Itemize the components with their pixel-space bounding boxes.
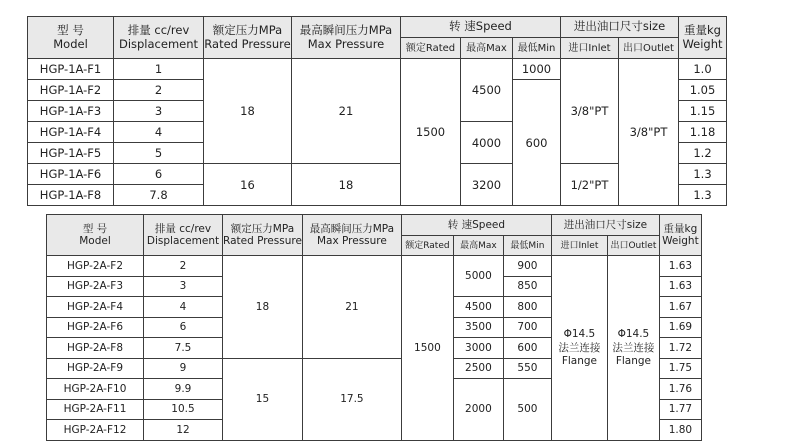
max-pressure-cell: 18 [292, 164, 401, 206]
model-cell: HGP-1A-F1 [28, 59, 114, 80]
displacement-cell: 3 [114, 101, 204, 122]
spec-table-hgp-1a [27, 16, 727, 206]
model-cell: HGP-2A-F12 [47, 420, 144, 441]
weight-cell: 1.63 [659, 276, 701, 297]
header-speed-min: 最低Min [503, 235, 551, 256]
displacement-cell: 2 [144, 256, 223, 277]
speed-max-cell: 4500 [461, 59, 513, 122]
inlet-cell: 3/8"PT [561, 59, 619, 164]
header-max-pressure: 最高瞬间压力MPa Max Pressure [292, 17, 401, 59]
speed-min-cell: 500 [503, 379, 551, 441]
header-weight: 重量kg Weight [679, 17, 727, 59]
weight-cell: 1.3 [679, 185, 727, 206]
weight-cell: 1.2 [679, 143, 727, 164]
weight-cell: 1.67 [659, 297, 701, 318]
header-inlet: 进口Inlet [551, 235, 607, 256]
displacement-cell: 6 [144, 317, 223, 338]
max-pressure-cell: 21 [302, 256, 401, 359]
weight-cell: 1.3 [679, 164, 727, 185]
max-pressure-cell: 17.5 [302, 358, 401, 440]
outlet-cell: Φ14.5 法兰连接 Flange [607, 256, 659, 441]
header-speed-rated: 额定Rated [401, 38, 461, 59]
weight-cell: 1.72 [659, 338, 701, 359]
rated-pressure-cell: 18 [223, 256, 303, 359]
outlet-cell: 3/8"PT [619, 59, 679, 206]
weight-cell: 1.80 [659, 420, 701, 441]
speed-max-cell: 5000 [453, 256, 503, 297]
speed-max-cell: 2000 [453, 379, 503, 441]
speed-min-cell: 600 [503, 338, 551, 359]
weight-cell: 1.15 [679, 101, 727, 122]
header-rated-pressure: 额定压力MPa Rated Pressure [204, 17, 292, 59]
header-displacement: 排量 cc/rev Displacement [144, 215, 223, 256]
model-cell: HGP-2A-F8 [47, 338, 144, 359]
inlet-cell: Φ14.5 法兰连接 Flange [551, 256, 607, 441]
weight-cell: 1.18 [679, 122, 727, 143]
rated-pressure-cell: 18 [204, 59, 292, 164]
header-row [28, 17, 727, 38]
model-cell: HGP-2A-F6 [47, 317, 144, 338]
model-cell: HGP-2A-F10 [47, 379, 144, 400]
model-cell: HGP-2A-F2 [47, 256, 144, 277]
displacement-cell: 4 [144, 297, 223, 318]
speed-max-cell: 4500 [453, 297, 503, 318]
displacement-cell: 9 [144, 358, 223, 379]
model-cell: HGP-2A-F11 [47, 399, 144, 420]
model-cell: HGP-2A-F3 [47, 276, 144, 297]
header-speed: 转 速Speed [401, 215, 551, 236]
displacement-cell: 7.8 [114, 185, 204, 206]
header-speed-min: 最低Min [513, 38, 561, 59]
speed-max-cell: 2500 [453, 358, 503, 379]
model-cell: HGP-1A-F6 [28, 164, 114, 185]
table-row [28, 59, 727, 80]
header-model: 型 号 Model [28, 17, 114, 59]
speed-min-cell: 900 [503, 256, 551, 277]
model-cell: HGP-1A-F3 [28, 101, 114, 122]
header-speed: 转 速Speed [401, 17, 561, 38]
displacement-cell: 4 [114, 122, 204, 143]
rated-pressure-cell: 16 [204, 164, 292, 206]
displacement-cell: 3 [144, 276, 223, 297]
inlet-cell: 1/2"PT [561, 164, 619, 206]
weight-cell: 1.76 [659, 379, 701, 400]
header-model: 型 号 Model [47, 215, 144, 256]
speed-rated-cell: 1500 [401, 256, 453, 441]
speed-min-cell: 1000 [513, 59, 561, 80]
model-cell: HGP-2A-F9 [47, 358, 144, 379]
header-weight: 重量kg Weight [659, 215, 701, 256]
displacement-cell: 9.9 [144, 379, 223, 400]
displacement-cell: 7.5 [144, 338, 223, 359]
table-row [47, 256, 702, 277]
header-max-pressure: 最高瞬间压力MPa Max Pressure [302, 215, 401, 256]
speed-max-cell: 3500 [453, 317, 503, 338]
header-speed-rated: 额定Rated [401, 235, 453, 256]
displacement-cell: 1 [114, 59, 204, 80]
speed-max-cell: 3200 [461, 164, 513, 206]
header-rated-pressure: 额定压力MPa Rated Pressure [223, 215, 303, 256]
rated-pressure-cell: 15 [223, 358, 303, 440]
header-port-size: 进出油口尺寸size [561, 17, 679, 38]
weight-cell: 1.69 [659, 317, 701, 338]
weight-cell: 1.63 [659, 256, 701, 277]
model-cell: HGP-1A-F8 [28, 185, 114, 206]
max-pressure-cell: 21 [292, 59, 401, 164]
speed-min-cell: 850 [503, 276, 551, 297]
weight-cell: 1.75 [659, 358, 701, 379]
speed-max-cell: 3000 [453, 338, 503, 359]
header-speed-max: 最高Max [461, 38, 513, 59]
model-cell: HGP-1A-F2 [28, 80, 114, 101]
speed-rated-cell: 1500 [401, 59, 461, 206]
header-inlet: 进口Inlet [561, 38, 619, 59]
displacement-cell: 6 [114, 164, 204, 185]
weight-cell: 1.05 [679, 80, 727, 101]
spec-table-hgp-2a [46, 214, 702, 441]
displacement-cell: 2 [114, 80, 204, 101]
displacement-cell: 12 [144, 420, 223, 441]
header-outlet: 出口Outlet [619, 38, 679, 59]
model-cell: HGP-1A-F5 [28, 143, 114, 164]
speed-min-cell: 800 [503, 297, 551, 318]
model-cell: HGP-1A-F4 [28, 122, 114, 143]
weight-cell: 1.0 [679, 59, 727, 80]
header-speed-max: 最高Max [453, 235, 503, 256]
displacement-cell: 10.5 [144, 399, 223, 420]
header-row [47, 215, 702, 236]
weight-cell: 1.77 [659, 399, 701, 420]
speed-max-cell: 4000 [461, 122, 513, 164]
speed-min-cell: 700 [503, 317, 551, 338]
header-outlet: 出口Outlet [607, 235, 659, 256]
model-cell: HGP-2A-F4 [47, 297, 144, 318]
displacement-cell: 5 [114, 143, 204, 164]
speed-min-cell: 550 [503, 358, 551, 379]
header-port-size: 进出油口尺寸size [551, 215, 659, 236]
speed-min-cell: 600 [513, 80, 561, 206]
header-displacement: 排量 cc/rev Displacement [114, 17, 204, 59]
